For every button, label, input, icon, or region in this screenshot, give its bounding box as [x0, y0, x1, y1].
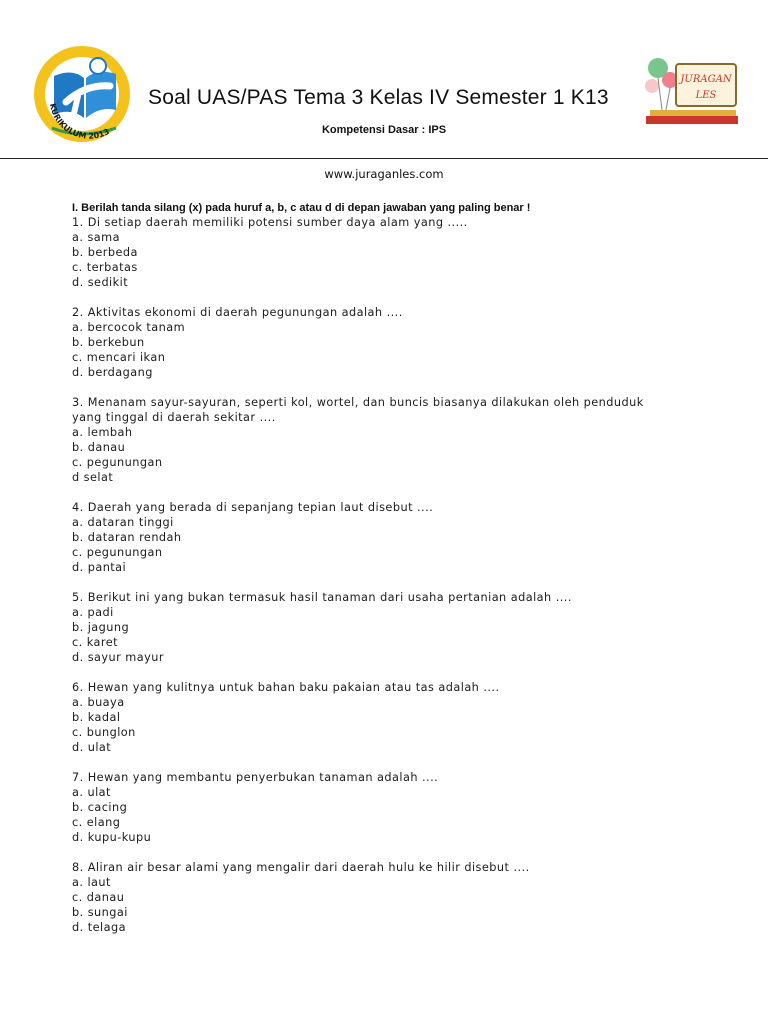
question-3 — [72, 395, 732, 485]
question-text: 6. Hewan yang kulitnya untuk bahan baku pakaian atau tas adalah .... — [72, 681, 500, 694]
answer-option: a. laut — [72, 876, 111, 889]
logo-right-text-2: LES — [695, 90, 717, 101]
question-2 — [72, 305, 732, 380]
answer-option: d. sedikit — [72, 276, 129, 289]
answer-option: c. elang — [72, 816, 121, 829]
question-text: yang tinggal di daerah sekitar .... — [72, 411, 276, 424]
answer-option: a. ulat — [72, 786, 111, 799]
logo-left-text: KURIKULUM 2013 — [47, 102, 111, 141]
answer-option: a. dataran tinggi — [72, 516, 174, 529]
answer-option: b. sungai — [72, 906, 128, 919]
instruction-text: I. Berilah tanda silang (x) pada huruf a, b, c atau d di depan jawaban yang paling benar ! — [72, 202, 531, 214]
answer-option: b. berkebun — [72, 336, 145, 349]
question-1 — [72, 215, 732, 290]
website-link[interactable]: www.juraganles.com — [324, 167, 444, 181]
answer-option: c. karet — [72, 636, 119, 649]
question-4 — [72, 500, 732, 575]
answer-option: d. kupu-kupu — [72, 831, 152, 844]
answer-option: d selat — [72, 471, 114, 484]
answer-option: a. padi — [72, 606, 114, 619]
question-text: 7. Hewan yang membantu penyerbukan tanaman adalah .... — [72, 771, 439, 784]
question-text: 4. Daerah yang berada di sepanjang tepian laut disebut .... — [72, 501, 434, 514]
question-5 — [72, 590, 732, 665]
answer-option: c. bunglon — [72, 726, 136, 739]
answer-option: a. lembah — [72, 426, 133, 439]
answer-option: a. sama — [72, 231, 120, 244]
question-text: 2. Aktivitas ekonomi di daerah pegunungan adalah .... — [72, 306, 403, 319]
answer-option: b. danau — [72, 441, 126, 454]
question-text: 5. Berikut ini yang bukan termasuk hasil tanaman dari usaha pertanian adalah .... — [72, 591, 572, 604]
header-divider — [0, 158, 768, 159]
answer-option: b. dataran rendah — [72, 531, 182, 544]
answer-option: c. danau — [72, 891, 125, 904]
answer-option: c. pegunungan — [72, 546, 163, 559]
question-list — [72, 215, 732, 935]
page-subtitle: Kompetensi Dasar : IPS — [321, 124, 447, 136]
question-7 — [72, 770, 732, 845]
question-6 — [72, 680, 732, 755]
answer-option: d. pantai — [72, 561, 127, 574]
answer-option: c. pegunungan — [72, 456, 163, 469]
answer-option: a. bercocok tanam — [72, 321, 186, 334]
answer-option: d. ulat — [72, 741, 112, 754]
answer-option: a. buaya — [72, 696, 125, 709]
page-title: Soal UAS/PAS Tema 3 Kelas IV Semester 1 K13 — [148, 86, 609, 109]
answer-option: d. berdagang — [72, 366, 153, 379]
question-text: 3. Menanam sayur-sayuran, seperti kol, wortel, dan buncis biasanya dilakukan oleh penduduk — [72, 396, 644, 409]
logo-right-text-1: JURAGAN — [680, 74, 732, 85]
answer-option: c. mencari ikan — [72, 351, 166, 364]
question-8 — [72, 860, 732, 935]
question-text: 1. Di setiap daerah memiliki potensi sumber daya alam yang ..... — [72, 216, 468, 229]
answer-option: d. telaga — [72, 921, 126, 934]
juragan-les-logo — [644, 56, 740, 128]
page-header — [0, 0, 768, 160]
question-sheet — [72, 201, 732, 950]
answer-option: b. cacing — [72, 801, 128, 814]
question-text: 8. Aliran air besar alami yang mengalir dari daerah hulu ke hilir disebut .... — [72, 861, 530, 874]
answer-option: b. jagung — [72, 621, 130, 634]
answer-option: c. terbatas — [72, 261, 138, 274]
answer-option: b. kadal — [72, 711, 121, 724]
answer-option: b. berbeda — [72, 246, 138, 259]
answer-option: d. sayur mayur — [72, 651, 164, 664]
